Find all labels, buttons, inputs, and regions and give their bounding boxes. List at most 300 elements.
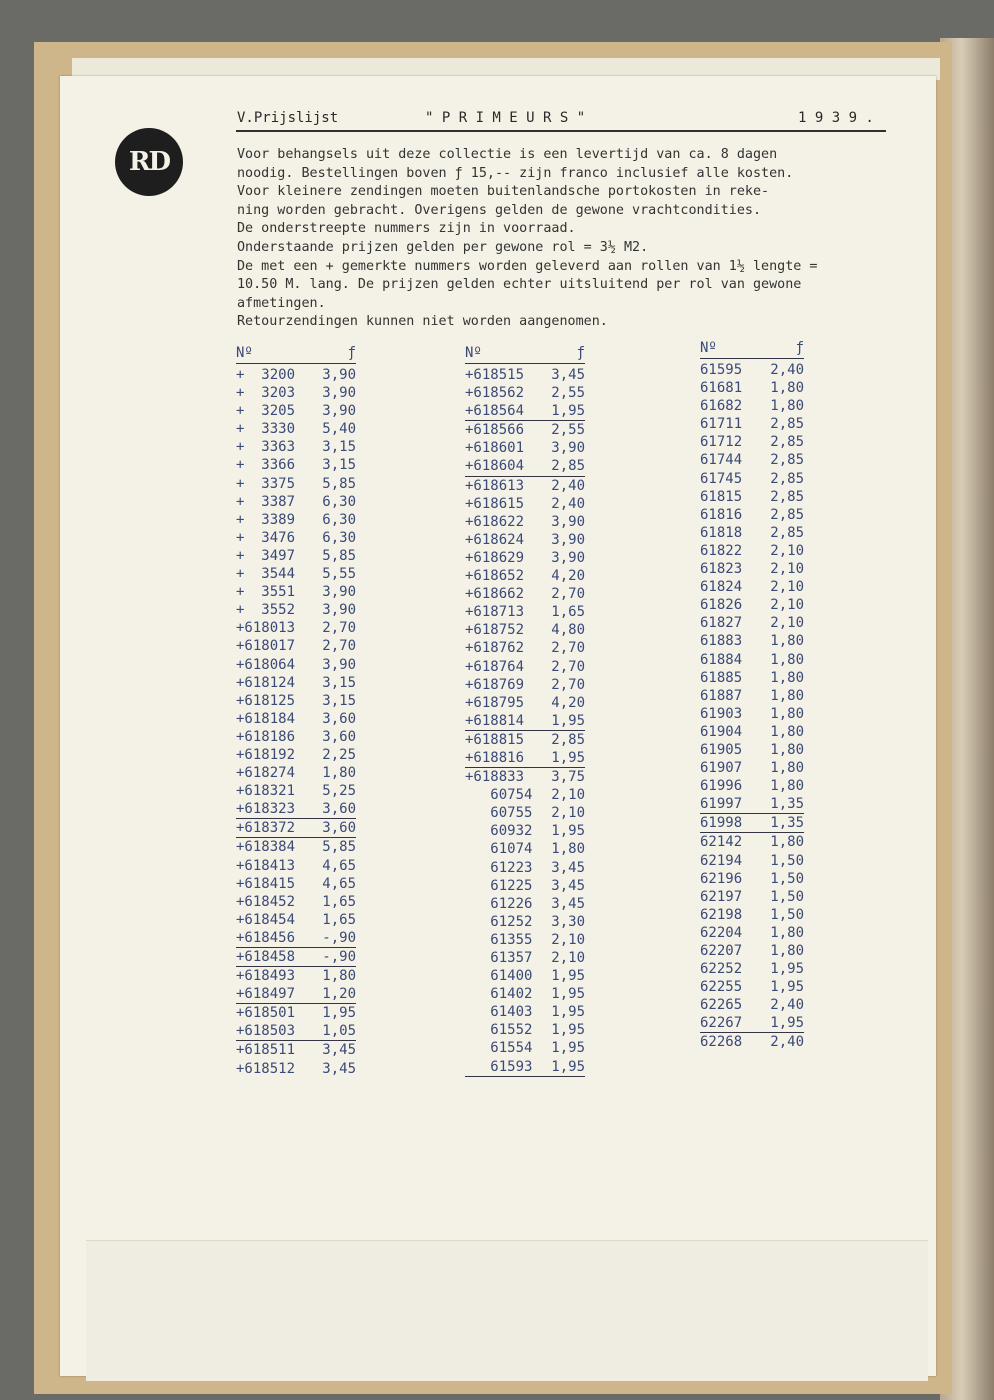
number-header: Nº xyxy=(236,345,253,361)
item-price: 2,85 xyxy=(770,416,804,433)
item-price: 1,80 xyxy=(770,705,804,722)
item-price: 3,45 xyxy=(551,859,585,876)
item-price: 1,65 xyxy=(551,604,585,621)
price-row xyxy=(465,421,585,439)
intro-line: Retourzendingen kunnen niet worden aangenomen. xyxy=(237,314,608,330)
price-row xyxy=(236,746,356,764)
item-price: 2,85 xyxy=(770,488,804,505)
price-row xyxy=(465,804,585,822)
item-number: 61554 xyxy=(465,1040,533,1057)
item-number: 61402 xyxy=(465,986,533,1003)
item-number: +618629 xyxy=(465,549,525,566)
item-number: 61903 xyxy=(700,705,743,722)
item-number: 62268 xyxy=(700,1034,743,1051)
item-number: 61711 xyxy=(700,416,743,433)
price-row xyxy=(465,477,585,495)
logo-text: RD xyxy=(128,147,170,177)
item-price: 5,85 xyxy=(322,475,356,492)
header-left: V.Prijslijst xyxy=(237,110,339,126)
item-price: 2,10 xyxy=(770,542,804,559)
price-row xyxy=(700,524,804,542)
header-title: " P R I M E U R S " xyxy=(425,110,586,126)
price-row xyxy=(465,877,585,895)
item-price: 2,55 xyxy=(551,385,585,402)
item-number: + 3497 xyxy=(236,547,296,564)
item-number: + 3200 xyxy=(236,367,296,383)
item-number: +618124 xyxy=(236,674,296,691)
column-header xyxy=(700,340,804,359)
item-number: 61826 xyxy=(700,597,743,614)
item-price: 2,10 xyxy=(551,931,585,948)
price-row-in-stock xyxy=(700,1014,804,1033)
item-number: + 3544 xyxy=(236,566,296,583)
price-row xyxy=(236,384,356,402)
item-number: + 3366 xyxy=(236,457,296,474)
item-number: +618013 xyxy=(236,620,296,637)
price-row xyxy=(700,433,804,451)
price-row xyxy=(465,913,585,931)
price-row-in-stock xyxy=(700,795,804,814)
item-number: 62204 xyxy=(700,924,743,941)
item-number: +618192 xyxy=(236,746,296,763)
item-price: 3,45 xyxy=(322,1042,356,1059)
item-price: 2,10 xyxy=(770,561,804,578)
item-price: 1,95 xyxy=(551,968,585,985)
item-price: 3,60 xyxy=(322,728,356,745)
price-row xyxy=(465,495,585,513)
item-price: 2,10 xyxy=(770,579,804,596)
item-price: 3,90 xyxy=(322,602,356,619)
item-price: 2,70 xyxy=(551,676,585,693)
item-number: +618624 xyxy=(465,531,525,548)
item-price: 1,95 xyxy=(551,712,585,729)
price-row xyxy=(236,475,356,493)
item-number: 61252 xyxy=(465,913,533,930)
price-row xyxy=(700,723,804,741)
item-number: +618752 xyxy=(465,622,525,639)
item-price: 4,65 xyxy=(322,875,356,892)
price-row xyxy=(700,488,804,506)
item-price: 2,10 xyxy=(551,950,585,966)
item-price: 1,05 xyxy=(322,1023,356,1040)
price-row xyxy=(236,782,356,800)
header-year: 1 9 3 9 . xyxy=(798,110,874,126)
intro-line: Voor kleinere zendingen moeten buitenlandsche portokosten in reke- xyxy=(237,184,770,200)
item-price: 3,45 xyxy=(322,1060,356,1077)
price-row xyxy=(700,870,804,888)
price-row xyxy=(465,768,585,786)
item-number: +618454 xyxy=(236,911,296,928)
item-price: -,90 xyxy=(322,949,356,965)
item-number: 62142 xyxy=(700,834,743,851)
item-price: -,90 xyxy=(322,929,356,946)
item-price: 2,55 xyxy=(551,422,585,439)
price-row xyxy=(465,366,585,384)
price-row xyxy=(465,439,585,457)
item-price: 1,80 xyxy=(770,741,804,758)
price-row xyxy=(465,621,585,639)
price-row xyxy=(465,840,585,858)
price-row-in-stock xyxy=(465,712,585,731)
item-number: +618511 xyxy=(236,1042,296,1059)
price-row xyxy=(700,960,804,978)
column-header xyxy=(465,345,585,364)
item-price: 1,80 xyxy=(770,669,804,686)
item-number: 61552 xyxy=(465,1022,533,1039)
item-price: 1,50 xyxy=(770,870,804,887)
item-number: 62196 xyxy=(700,870,743,887)
item-number: 62267 xyxy=(700,1015,743,1032)
price-row xyxy=(700,542,804,560)
item-number: 62207 xyxy=(700,943,743,959)
price-column-2 xyxy=(465,345,585,1077)
item-number: 61682 xyxy=(700,398,743,415)
item-price: 3,15 xyxy=(322,674,356,691)
price-row xyxy=(700,379,804,397)
price-row xyxy=(700,506,804,524)
item-price: 1,80 xyxy=(770,380,804,397)
price-row xyxy=(465,949,585,967)
number-header: Nº xyxy=(700,340,717,356)
item-number: 61712 xyxy=(700,434,743,451)
price-row xyxy=(700,833,804,851)
price-header: ƒ xyxy=(347,345,356,361)
item-number: + 3205 xyxy=(236,403,296,420)
item-number: 61226 xyxy=(465,895,533,912)
price-row xyxy=(700,669,804,687)
price-row xyxy=(236,710,356,728)
item-number: 61745 xyxy=(700,470,743,487)
item-price: 3,90 xyxy=(322,403,356,420)
item-number: 62194 xyxy=(700,852,743,869)
item-price: 2,85 xyxy=(551,458,585,475)
price-row xyxy=(700,741,804,759)
price-row xyxy=(465,985,585,1003)
price-row xyxy=(236,366,356,384)
item-number: +618456 xyxy=(236,929,296,946)
item-number: +618566 xyxy=(465,422,525,439)
price-row xyxy=(236,1041,356,1059)
price-row xyxy=(700,451,804,469)
item-price: 1,65 xyxy=(322,893,356,910)
price-row-in-stock xyxy=(465,1058,585,1077)
price-row xyxy=(465,1039,585,1057)
price-row xyxy=(700,651,804,669)
price-row xyxy=(236,438,356,456)
item-number: +618274 xyxy=(236,765,296,782)
rd-logo xyxy=(115,128,183,196)
price-row-in-stock xyxy=(236,1022,356,1041)
price-row xyxy=(700,560,804,578)
item-price: 1,95 xyxy=(551,1040,585,1057)
item-price: 5,55 xyxy=(322,566,356,583)
number-header: Nº xyxy=(465,345,482,361)
price-row xyxy=(700,470,804,488)
price-column-1 xyxy=(236,345,356,1078)
price-row xyxy=(700,1033,804,1051)
item-price: 1,80 xyxy=(770,633,804,650)
item-price: 2,10 xyxy=(551,805,585,822)
item-price: 1,95 xyxy=(551,403,585,420)
item-price: 3,90 xyxy=(322,656,356,673)
item-price: 1,95 xyxy=(551,749,585,766)
item-number: +618833 xyxy=(465,769,525,786)
price-header: ƒ xyxy=(576,345,585,361)
price-row xyxy=(236,674,356,692)
item-price: 4,80 xyxy=(551,622,585,639)
intro-line: 10.50 M. lang. De prijzen gelden echter uitsluitend per rol van gewone xyxy=(237,277,802,293)
price-column-3 xyxy=(700,340,804,1052)
item-price: 1,95 xyxy=(551,986,585,1003)
item-price: 2,10 xyxy=(551,787,585,804)
item-price: 1,95 xyxy=(551,1022,585,1039)
item-number: 61400 xyxy=(465,968,533,985)
item-price: 1,80 xyxy=(551,841,585,858)
price-row xyxy=(700,978,804,996)
item-price: 3,90 xyxy=(551,513,585,530)
item-number: +618601 xyxy=(465,440,525,457)
price-row xyxy=(236,420,356,438)
price-row xyxy=(700,578,804,596)
price-row xyxy=(465,967,585,985)
item-price: 1,80 xyxy=(770,943,804,959)
item-price: 2,85 xyxy=(770,452,804,469)
item-number: +618372 xyxy=(236,820,296,837)
item-price: 2,70 xyxy=(551,658,585,675)
item-price: 2,70 xyxy=(322,620,356,637)
item-price: 1,95 xyxy=(322,1005,356,1022)
price-row xyxy=(700,852,804,870)
item-number: 61998 xyxy=(700,815,743,832)
price-row xyxy=(236,1060,356,1078)
underlying-sheet xyxy=(86,1240,928,1381)
item-number: +618564 xyxy=(465,403,525,420)
item-price: 3,90 xyxy=(551,531,585,548)
item-price: 3,15 xyxy=(322,457,356,474)
price-row-in-stock xyxy=(465,457,585,476)
item-number: +618384 xyxy=(236,839,296,856)
item-price: 1,95 xyxy=(551,823,585,840)
item-number: +618814 xyxy=(465,712,525,729)
item-number: 61885 xyxy=(700,669,743,686)
item-number: + 3476 xyxy=(236,529,296,546)
price-row xyxy=(700,705,804,723)
price-row xyxy=(465,786,585,804)
price-row xyxy=(465,639,585,657)
price-row-in-stock xyxy=(236,819,356,838)
price-row xyxy=(700,777,804,795)
item-number: 61074 xyxy=(465,841,533,858)
intro-line: ning worden gebracht. Overigens gelden de gewone vrachtcondities. xyxy=(237,202,762,218)
item-number: 61904 xyxy=(700,723,743,740)
item-price: 2,25 xyxy=(322,746,356,763)
item-number: + 3552 xyxy=(236,602,296,619)
intro-line: Voor behangsels uit deze collectie is een levertijd van ca. 8 dagen xyxy=(237,147,778,162)
price-row xyxy=(236,692,356,710)
item-number: +618622 xyxy=(465,513,525,530)
item-price: 3,90 xyxy=(322,367,356,383)
item-price: 3,75 xyxy=(551,769,585,786)
item-number: 62197 xyxy=(700,888,743,905)
price-row xyxy=(700,687,804,705)
price-row xyxy=(236,911,356,929)
item-price: 2,85 xyxy=(770,470,804,487)
intro-paragraph xyxy=(237,146,927,332)
item-number: +618452 xyxy=(236,893,296,910)
price-row-in-stock xyxy=(236,800,356,819)
item-price: 1,95 xyxy=(551,1004,585,1021)
item-number: +618493 xyxy=(236,968,296,985)
item-number: 61907 xyxy=(700,760,743,777)
intro-line: De onderstreepte nummers zijn in voorraad. xyxy=(237,221,576,237)
item-price: 6,30 xyxy=(322,511,356,528)
item-price: 2,40 xyxy=(551,495,585,512)
price-row-in-stock xyxy=(236,929,356,948)
item-number: +618762 xyxy=(465,640,525,657)
item-price: 1,35 xyxy=(770,796,804,813)
price-row xyxy=(236,656,356,674)
item-number: 61744 xyxy=(700,452,743,469)
item-price: 3,30 xyxy=(551,913,585,930)
item-price: 1,80 xyxy=(770,778,804,795)
item-number: + 3330 xyxy=(236,421,296,438)
item-price: 1,80 xyxy=(770,760,804,777)
item-price: 3,15 xyxy=(322,439,356,456)
item-price: 1,50 xyxy=(770,906,804,923)
price-row xyxy=(465,1003,585,1021)
price-row xyxy=(700,924,804,942)
item-number: +618662 xyxy=(465,586,525,603)
item-price: 3,15 xyxy=(322,692,356,709)
item-number: 61355 xyxy=(465,931,533,948)
price-row xyxy=(465,931,585,949)
item-number: 61225 xyxy=(465,877,533,894)
item-price: 3,90 xyxy=(322,385,356,402)
item-number: +618503 xyxy=(236,1023,296,1040)
price-row xyxy=(465,549,585,567)
item-number: +618615 xyxy=(465,495,525,512)
item-price: 1,95 xyxy=(770,961,804,978)
item-price: 2,70 xyxy=(322,638,356,655)
item-price: 5,40 xyxy=(322,421,356,438)
price-row xyxy=(236,1004,356,1022)
price-row xyxy=(236,565,356,583)
item-price: 2,85 xyxy=(770,524,804,541)
item-number: +618064 xyxy=(236,656,296,673)
item-number: +618652 xyxy=(465,568,525,585)
item-number: 62198 xyxy=(700,906,743,923)
item-number: 61681 xyxy=(700,380,743,397)
item-price: 2,70 xyxy=(551,640,585,657)
item-price: 3,45 xyxy=(551,895,585,912)
item-number: +618501 xyxy=(236,1005,296,1022)
price-row xyxy=(465,859,585,877)
price-row-in-stock xyxy=(465,402,585,421)
price-header: ƒ xyxy=(795,340,804,356)
item-number: +618323 xyxy=(236,801,296,818)
price-row-in-stock xyxy=(700,814,804,833)
price-row xyxy=(236,402,356,420)
item-price: 2,85 xyxy=(770,506,804,523)
item-number: 61996 xyxy=(700,778,743,795)
item-price: 1,95 xyxy=(770,1015,804,1032)
item-number: 61816 xyxy=(700,506,743,523)
item-number: + 3375 xyxy=(236,475,296,492)
price-row xyxy=(700,397,804,415)
price-row xyxy=(700,759,804,777)
item-number: +618512 xyxy=(236,1060,296,1077)
item-price: 1,50 xyxy=(770,852,804,869)
intro-line: De met een + gemerkte nummers worden geleverd aan rollen van 1½ lengte = xyxy=(237,258,818,274)
price-row xyxy=(236,857,356,875)
price-row xyxy=(465,676,585,694)
item-price: 1,80 xyxy=(322,968,356,985)
item-price: 4,20 xyxy=(551,694,585,711)
item-number: 61223 xyxy=(465,859,533,876)
item-price: 2,10 xyxy=(770,597,804,614)
item-price: 1,80 xyxy=(770,924,804,941)
item-number: 61883 xyxy=(700,633,743,650)
price-row xyxy=(236,529,356,547)
price-row xyxy=(465,585,585,603)
item-price: 1,80 xyxy=(322,765,356,782)
price-row xyxy=(236,511,356,529)
item-number: +618415 xyxy=(236,875,296,892)
item-price: 1,80 xyxy=(770,687,804,704)
intro-line: afmetingen. xyxy=(237,295,326,311)
item-price: 3,60 xyxy=(322,801,356,818)
item-number: 61822 xyxy=(700,542,743,559)
item-price: 5,85 xyxy=(322,839,356,856)
item-number: + 3551 xyxy=(236,584,296,601)
price-row xyxy=(700,906,804,924)
price-row xyxy=(465,531,585,549)
item-price: 3,90 xyxy=(322,584,356,601)
item-price: 3,90 xyxy=(551,549,585,566)
item-price: 2,10 xyxy=(770,615,804,632)
price-row xyxy=(236,547,356,565)
item-price: 2,40 xyxy=(770,362,804,378)
item-price: 1,80 xyxy=(770,723,804,740)
price-row xyxy=(236,764,356,782)
item-number: 61827 xyxy=(700,615,743,632)
item-number: +618764 xyxy=(465,658,525,675)
item-number: +618613 xyxy=(465,477,525,494)
item-number: 61905 xyxy=(700,741,743,758)
price-row xyxy=(465,513,585,531)
price-row xyxy=(236,728,356,746)
item-price: 1,50 xyxy=(770,888,804,905)
item-number: + 3363 xyxy=(236,439,296,456)
item-number: +618562 xyxy=(465,385,525,402)
item-number: 61823 xyxy=(700,561,743,578)
price-row xyxy=(236,967,356,985)
item-price: 4,65 xyxy=(322,857,356,874)
price-row xyxy=(236,619,356,637)
item-number: 61593 xyxy=(465,1058,533,1075)
price-row xyxy=(236,875,356,893)
price-row xyxy=(700,361,804,379)
item-price: 2,40 xyxy=(770,1034,804,1051)
item-price: 1,80 xyxy=(770,651,804,668)
price-row xyxy=(236,838,356,856)
item-number: 61884 xyxy=(700,651,743,668)
item-number: + 3389 xyxy=(236,511,296,528)
item-number: 61595 xyxy=(700,362,743,378)
price-row-in-stock xyxy=(236,985,356,1004)
item-number: +618413 xyxy=(236,857,296,874)
price-row xyxy=(465,567,585,585)
